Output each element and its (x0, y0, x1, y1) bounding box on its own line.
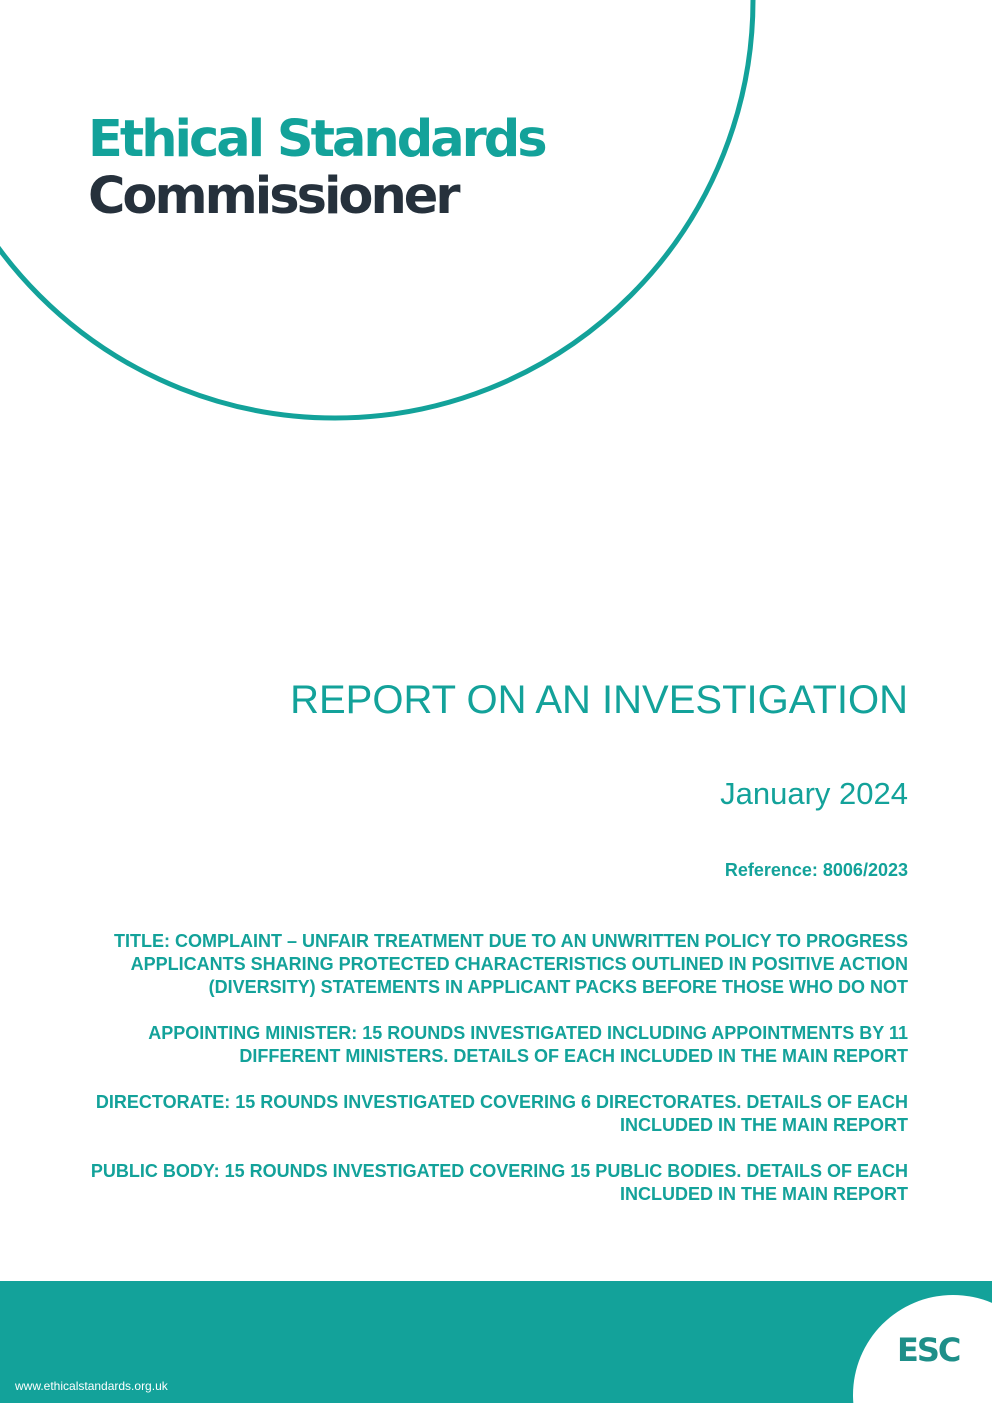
public-body: PUBLIC BODY: 15 ROUNDS INVESTIGATED COVERING 15 PUBLIC BODIES. DETAILS OF EACH INCLUDED IN THE MAIN REPORT (90, 1161, 908, 1204)
footer-band (0, 1281, 992, 1403)
website-url: www.ethicalstandards.org.uk (15, 1379, 168, 1393)
report-date: January 2024 (720, 776, 908, 811)
report-reference: Reference: 8006/2023 (724, 860, 908, 880)
logo-line-commissioner: Commissioner (88, 167, 458, 226)
appointing-minister: APPOINTING MINISTER: 15 ROUNDS INVESTIGATED INCLUDING APPOINTMENTS BY 11 DIFFERENT MINISTERS. DETAILS OF EACH INCLUDED IN THE MAIN REPORT (148, 1023, 908, 1066)
report-details (80, 930, 908, 1229)
report-title: REPORT ON AN INVESTIGATION (290, 678, 908, 722)
logo-line-ethical-standards: Ethical Standards (88, 110, 545, 169)
complaint-title: TITLE: COMPLAINT – UNFAIR TREATMENT DUE TO AN UNWRITTEN POLICY TO PROGRESS APPLICANTS SHARING PROTECTED CHARACTERISTICS OUTLINED IN POSITIVE ACTION (DIVERSITY) STATEMENTS IN APPLICANT PACKS BEFORE THOSE WHO DO NOT (113, 931, 908, 997)
ethical-standards-commissioner-logo (88, 110, 545, 226)
directorate: DIRECTORATE: 15 ROUNDS INVESTIGATED COVERING 6 DIRECTORATES. DETAILS OF EACH INCLUDED IN THE MAIN REPORT (95, 1092, 908, 1135)
esc-logo-text: ESC (897, 1331, 960, 1369)
